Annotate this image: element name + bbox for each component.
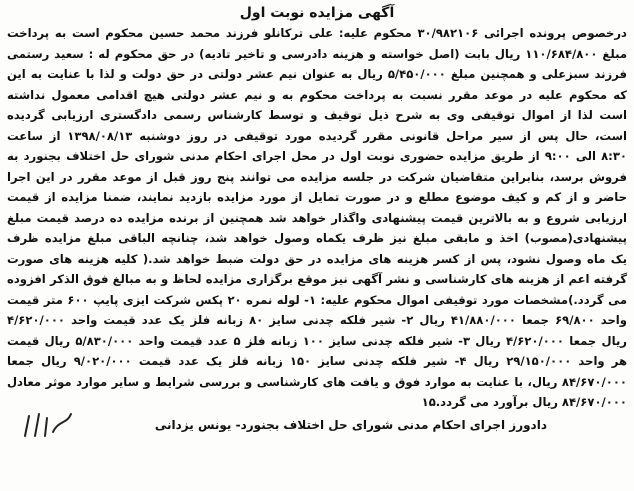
notice-title: آگهی مزایده نوبت اول [239, 5, 395, 21]
notice-line: ۸:۳۰ الی ۹:۰۰ از طریق مزایده حضوری نوبت اول در محل اجرای احکام مدنی شورای حل اختلاف بجنورد به [7, 149, 627, 163]
notice-line: یک ماه وصول نشود، پس از کسر هزینه های مزایده در حق دولت ضبط خواهد شد.( کلیه هزینه های صورت [7, 251, 627, 266]
notice-line: ۸۴/۶۷۰/۰۰۰ ریال برآورد می گردد.۱۵ [421, 395, 627, 409]
notice-line: واحد ۶۹/۸۰۰ جمعا ۴۱/۸۸۰/۰۰۰ ریال ۲- شیر فلکه چدنی سایز ۸۰ زبانه فلز یک عدد قیمت واحد ۴/۶۲۰/۰۰۰ [7, 313, 627, 327]
notice-line: ارزیابی شروع و به بالاترین قیمت پیشنهادی واگذار خواهد شد همچنین از برنده مزایده ده درصد قیمت مبلغ [7, 210, 627, 225]
notice-line: درخصوص پرونده اجرائی ۳۰/۹۸۲۱۰۶ محکوم علیه: علی ترکانلو فرزند محمد حسین محکوم است به پرداخت [7, 26, 627, 40]
notice-line: است لذا از اموال توقیفی وی به شرح ذیل توقیف و توسط کارشناس رسمی دادگستری ارزیابی گردیده [7, 108, 627, 122]
notice-line: که محکوم علیه در موعد مقرر نسبت به پرداخت محکوم به و نیم عشر دولتی هیچ اقدامی معمول نداشته [7, 87, 627, 102]
notice-body [7, 23, 627, 413]
notice-line: فرزند سبزعلی و همچنین مبلغ ۵/۴۵۰/۰۰۰ ریال به عنوان نیم عشر دولتی در حق دولت و لذا با عنایت به این [7, 67, 627, 81]
notice-line: می گردد.)مشخصات مورد توقیفی اموال محکوم علیه: ۱- لوله نمره ۲۰ پکس شرکت ایزی پایپ ۶۰۰ متر قیمت [7, 292, 627, 307]
notice-line: هر واحد ۲۹/۱۵۰/۰۰۰ ریال ۴- شیر فلکه چدنی سایز ۱۵۰ زبانه فلز یک عدد قیمت ۹/۰۲۰/۰۰۰ ریال جمعا [7, 354, 627, 368]
signature-row [7, 414, 627, 436]
notice-line: فروش برسد، بنابراین متقاضیان شرکت در جلسه مزایده می توانند پنج روز قبل از موعد مقرر در این اجرا [7, 169, 627, 184]
notice-line: ریال جمعا ۴/۶۲۰/۰۰۰ ریال ۳- شیر فلکه چدنی سایز ۱۰۰ زبانه فلز ۵ عدد قیمت واحد ۵/۸۳۰/۰۰۰ ریال قیمت [7, 333, 627, 348]
notice-line: حاضر و از کم و کیف موضوع مطلع و در صورت تمایل از مورد مزایده بازدید نمایند، ضمنا مزایده از قیمت [7, 190, 627, 204]
notice-line: ۸۴/۶۷۰/۰۰۰ ریال، با عنایت به موارد فوق و یافت های کارشناسی و بررسی شرایط و سایر موارد موثر معادل [7, 374, 627, 389]
handwritten-signature-mark [17, 410, 77, 440]
notice-line: است، حال پس از سیر مراحل قانونی مقرر گردیده مورد توقیفی در روز دوشنبه ۱۳۹۸/۰۸/۱۳ از ساعت [7, 128, 627, 143]
notice-line: مبلغ ۱۱۰/۶۸۴/۸۰۰ ریال بابت (اصل خواسته و هزینه دادرسی و تاخیر تادیه) در حق محکوم له : سعید رستمی [7, 46, 627, 61]
signature-text: دادورز اجرای احکام مدنی شورای حل اختلاف بجنورد- یونس یزدانی [154, 417, 547, 432]
notice-line: پیشنهادی(مصوب) اخذ و مابقی مبلغ نیز ظرف یکماه وصول خواهد شد، چنانچه الباقی مبلغ مزایده ظرف [7, 231, 627, 245]
notice-line: گرفته اعم از هزینه های کارشناسی و نشر آگهی نیز موقع برگزاری مزایده لحاظ و به مبالغ فوق الذکر افزوده [7, 272, 627, 286]
